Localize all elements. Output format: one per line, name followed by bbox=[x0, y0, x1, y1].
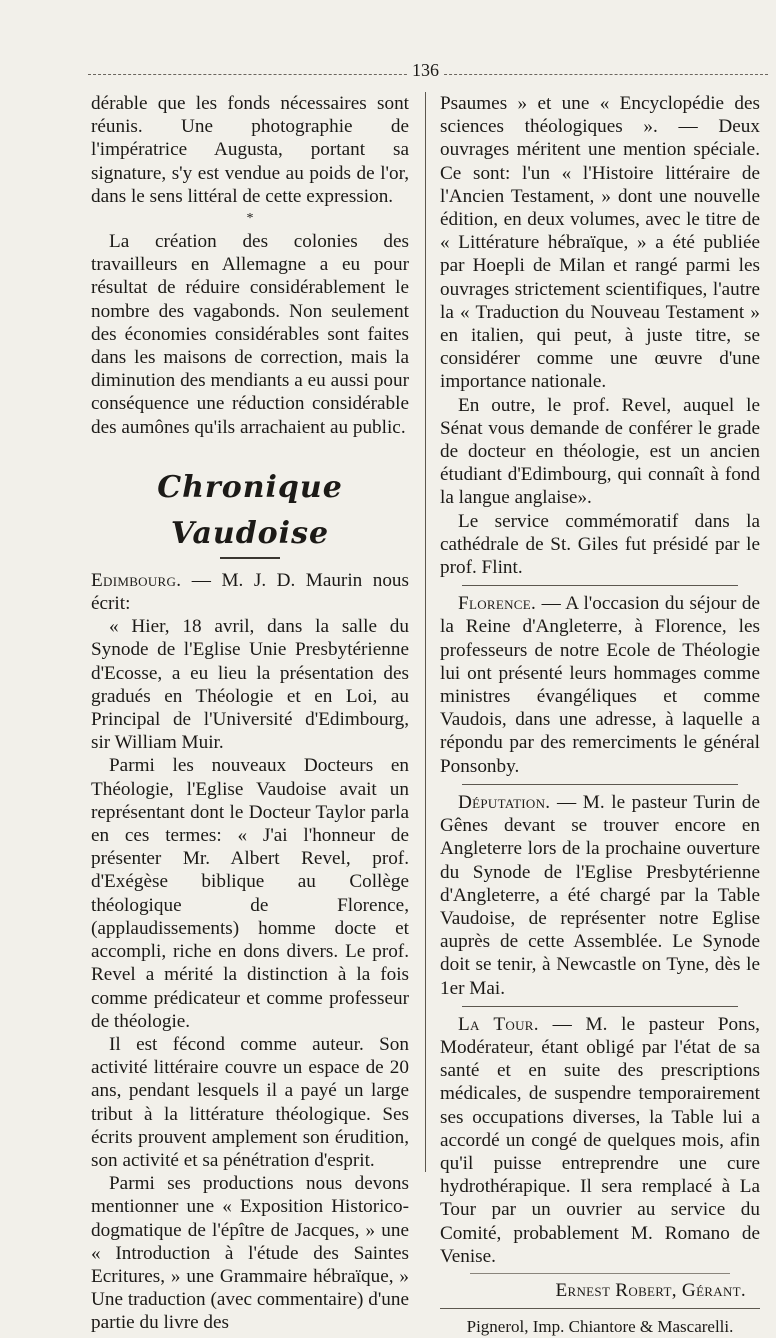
news-item-body: — M. le pasteur Turin de Gênes devant se trouver encore en Angleterre lors de la prochaine ouverture du Synode de l'Eglise Presbytérienne d'Angleterre, a été chargé par la Table Vaudoise, de représenter notre Eglise auprès de cette Assemblée. Le Synode doit se tenir, à Newcastle on Tyne, dès le 1er Mai. bbox=[440, 791, 760, 999]
section-separator bbox=[470, 1273, 730, 1274]
news-item-dateline: Edimbourg. bbox=[91, 569, 182, 591]
footer-rule bbox=[440, 1308, 760, 1309]
section-separator bbox=[462, 784, 738, 785]
paragraph: dérable que les fonds nécessaires sont réunis. Une photographie de l'impératrice Augusta, portant sa signature, s'y est vendue au poids de l'or, dans le sens littéral de cette expression. bbox=[91, 93, 409, 207]
news-item-body: — M. J. D. Maurin nous écrit: bbox=[91, 569, 409, 615]
paragraph: Il est fécond comme auteur. Son activité littéraire couvre un espace de 20 ans, pendant lesquels il a payé un large tribut à la littérature théologique. Ses écrits prouvent amplement son érudition, son activité et sa pénétration d'esprit. bbox=[91, 1033, 409, 1171]
news-item bbox=[440, 791, 760, 1000]
news-item bbox=[440, 1013, 760, 1268]
paragraph: Le service commémoratif dans la cathédrale de St. Giles fut présidé par le prof. Flint. bbox=[440, 510, 760, 579]
section-heading-block bbox=[91, 465, 409, 563]
news-item-dateline: La Tour. bbox=[458, 1013, 539, 1035]
news-item-body: — M. le pasteur Pons, Modérateur, étant obligé par l'état de sa santé et en suite des prescriptions médicales, de suspendre temporairement ses occupations diverses, la Table lui a accordé un congé de quelques mois, afin qu'il puisse entreprendre une cure hydrothérapique. Il sera remplacé à La Tour par un ouvrier au service du Comité, probablement M. Romano de Venise. bbox=[440, 1013, 760, 1267]
editor-credit: Ernest Robert, Gérant. bbox=[555, 1279, 746, 1301]
section-separator bbox=[462, 1006, 738, 1007]
news-item bbox=[91, 569, 409, 615]
left-column bbox=[91, 92, 409, 1334]
heading-ornament bbox=[220, 557, 280, 563]
paragraph: Parmi les nouveaux Docteurs en Théologie, l'Eglise Vaudoise avait un représentant dont le Docteur Taylor parla en ces termes: « J'ai l'honneur de présenter Mr. Albert Revel, prof. d'Exégèse biblique au Collège théologique de Florence, (applaudissements) homme docte et accompli, riche en dons divers. Le prof. Revel a mérité la distinction à la fois comme prédicateur et comme professeur de théologie. bbox=[91, 755, 409, 1032]
news-item bbox=[440, 592, 760, 778]
paragraph: « Hier, 18 avril, dans la salle du Synode de l'Eglise Unie Presbytérienne d'Ecosse, a eu lieu la présentation des gradués en Théologie et en Loi, au Principal de l'Université d'Edimbourg, sir William Muir. bbox=[91, 616, 409, 754]
paragraph: En outre, le prof. Revel, auquel le Sénat vous demande de conférer le grade de docteur en théologie, est un ancien étudiant d'Edimbourg, qui connaît à fond la langue anglaise». bbox=[440, 394, 760, 509]
news-item-dateline: Florence. bbox=[458, 593, 537, 615]
section-separator bbox=[462, 585, 738, 586]
paragraph: La création des colonies des travailleurs en Allemagne a eu pour résultat de réduire considérablement le nombre des vagabonds. Non seulement des économies considérables sont faites dans les maisons de correction, mais la diminution des mendiants a eu aussi pour conséquence une réduction considérable des aumônes qu'ils arrachaient au public. bbox=[91, 231, 409, 438]
paragraph: Parmi ses productions nous devons mentionner une « Exposition Historico-dogmatique de l'épître de Jacques, » une « Introduction à l'étude des Saintes Ecritures, » une Grammaire hébraïque, » Une traduction (avec commentaire) d'une partie du livre des bbox=[91, 1173, 409, 1334]
news-item-body: — A l'occasion du séjour de la Reine d'Angleterre, à Florence, les professeurs de notre Ecole de Théologie lui ont présenté leurs hommages comme ministres évangéliques et comme Vaudois, dans une adresse, à laquelle a répondu par des remerciments le général Ponsonby. bbox=[440, 593, 760, 777]
news-item-dateline: Députation. bbox=[458, 791, 551, 813]
paragraph: Psaumes » et une « Encyclopédie des sciences théologiques ». — Deux ouvrages méritent une mention spéciale. Ce sont: l'un « l'Histoire littéraire de l'Ancien Testament, » dont une nouvelle édition, en deux volumes, avec le titre de « Littérature hébraïque, » a été publiée par Hoepli de Milan et rangé parmi les ouvrages strictement scientifiques, l'autre la « Traduction du Nouveau Testament » en italien, qui peut, à juste titre, se considérer comme une œuvre d'une importance nationale. bbox=[440, 93, 760, 393]
page-header bbox=[88, 58, 768, 88]
section-heading: Chronique Vaudoise bbox=[157, 469, 343, 551]
column-divider bbox=[425, 92, 426, 1172]
right-column bbox=[440, 92, 760, 1337]
asterism: * bbox=[246, 211, 254, 227]
printer-imprint: Pignerol, Imp. Chiantore & Mascarelli. bbox=[466, 1317, 734, 1337]
page-number: 136 bbox=[408, 60, 443, 81]
